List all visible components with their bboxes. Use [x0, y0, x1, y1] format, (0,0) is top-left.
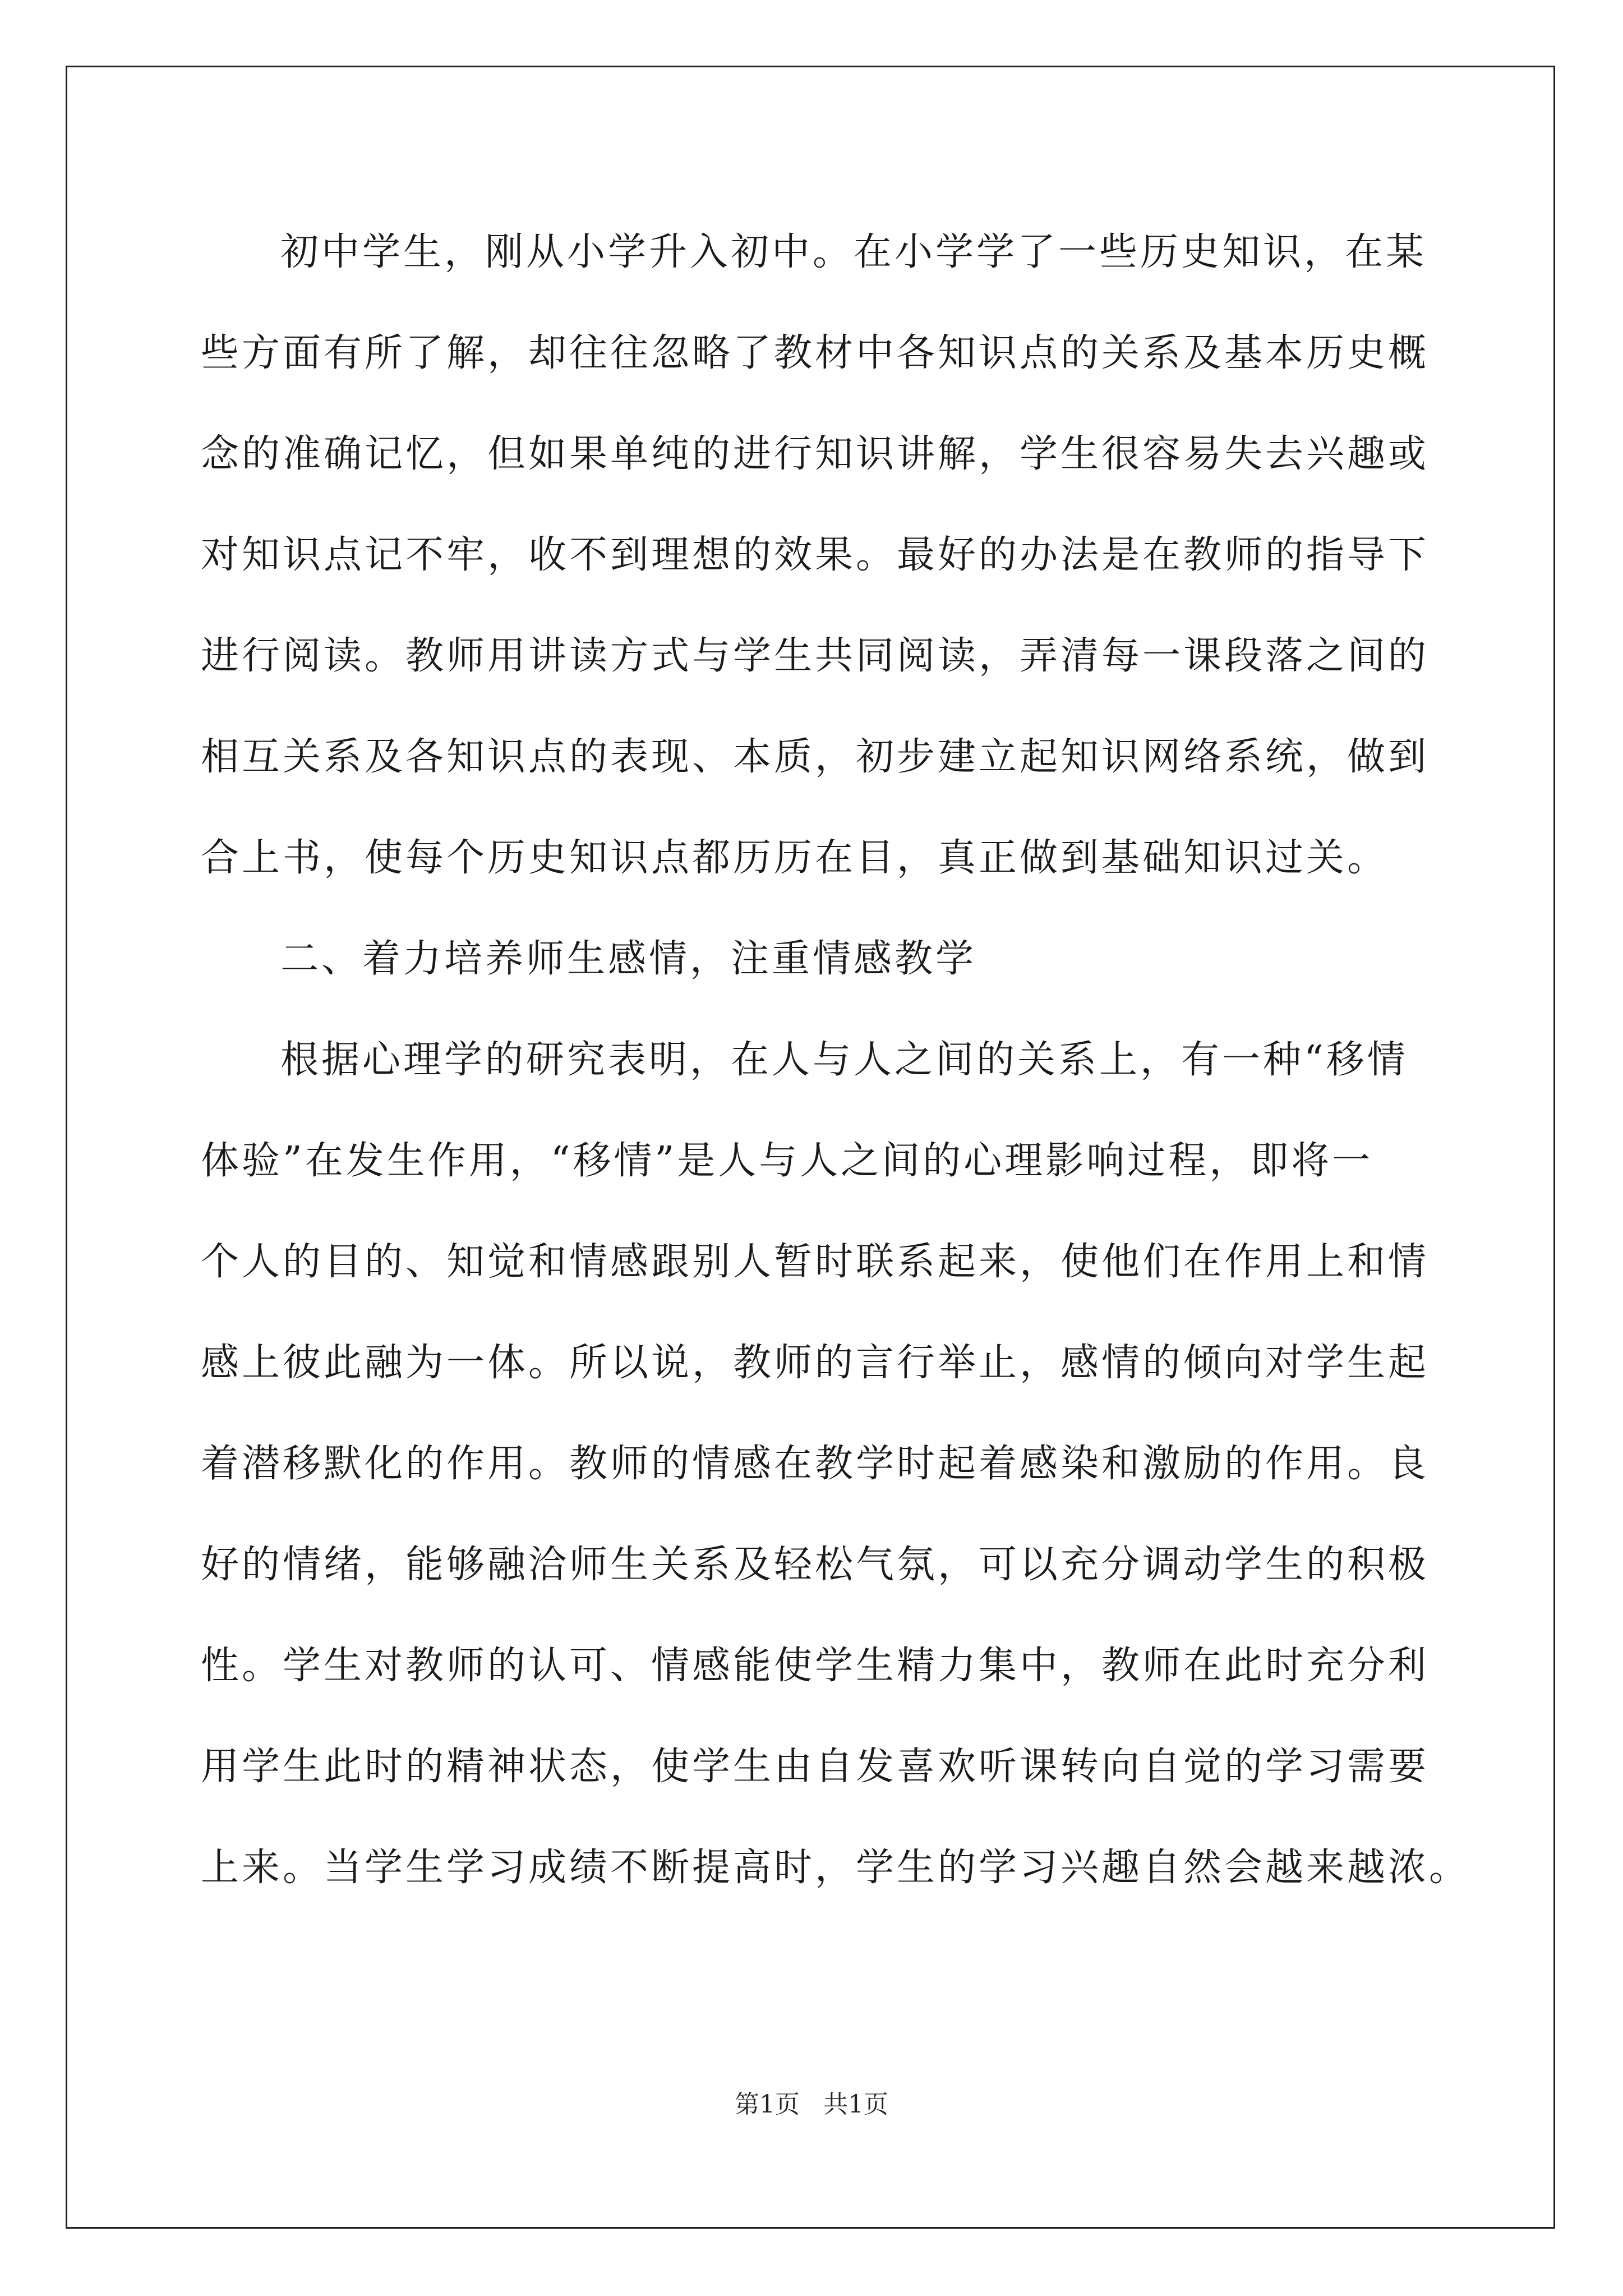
- paragraph-2-line-2: 体验”在发生作用，“移情”是人与人之间的心理影响过程，即将一: [201, 1139, 1373, 1183]
- paragraph-2-line-7: 性。学生对教师的认可、情感能使学生精力集中，教师在此时充分利: [201, 1644, 1430, 1688]
- paragraph-1-line-2: 些方面有所了解，却往往忽略了教材中各知识点的关系及基本历史概: [201, 331, 1430, 375]
- section-heading: 二、着力培养师生感情，注重情感教学: [280, 937, 977, 981]
- paragraph-1-line-5: 进行阅读。教师用讲读方式与学生共同阅读，弄清每一课段落之间的: [201, 634, 1430, 678]
- paragraph-2-line-9: 上来。当学生学习成绩不断提高时，学生的学习兴趣自然会越来越浓。: [201, 1846, 1470, 1890]
- paragraph-1-line-6: 相互关系及各知识点的表现、本质，初步建立起知识网络系统，做到: [201, 735, 1430, 779]
- paragraph-2-line-4: 感上彼此融为一体。所以说，教师的言行举止，感情的倾向对学生起: [201, 1341, 1430, 1385]
- paragraph-2-line-6: 好的情绪，能够融洽师生关系及轻松气氛，可以充分调动学生的积极: [201, 1543, 1430, 1587]
- paragraph-2-line-1: 根据心理学的研究表明，在人与人之间的关系上，有一种“移情: [280, 1038, 1408, 1082]
- paragraph-1-line-1: 初中学生，刚从小学升入初中。在小学学了一些历史知识，在某: [280, 230, 1427, 274]
- paragraph-2-line-5: 着潜移默化的作用。教师的情感在教学时起着感染和激励的作用。良: [201, 1442, 1430, 1486]
- paragraph-2-line-8: 用学生此时的精神状态，使学生由自发喜欢听课转向自觉的学习需要: [201, 1745, 1430, 1789]
- paragraph-2-line-3: 个人的目的、知觉和情感跟别人暂时联系起来，使他们在作用上和情: [201, 1240, 1430, 1284]
- paragraph-1-line-3: 念的准确记忆，但如果单纯的进行知识讲解，学生很容易失去兴趣或: [201, 432, 1430, 476]
- paragraph-1-line-4: 对知识点记不牢，收不到理想的效果。最好的办法是在教师的指导下: [201, 533, 1430, 577]
- paragraph-1-line-7: 合上书，使每个历史知识点都历历在目，真正做到基础知识过关。: [201, 836, 1389, 880]
- page-footer: 第1页 共1页: [735, 2090, 888, 2119]
